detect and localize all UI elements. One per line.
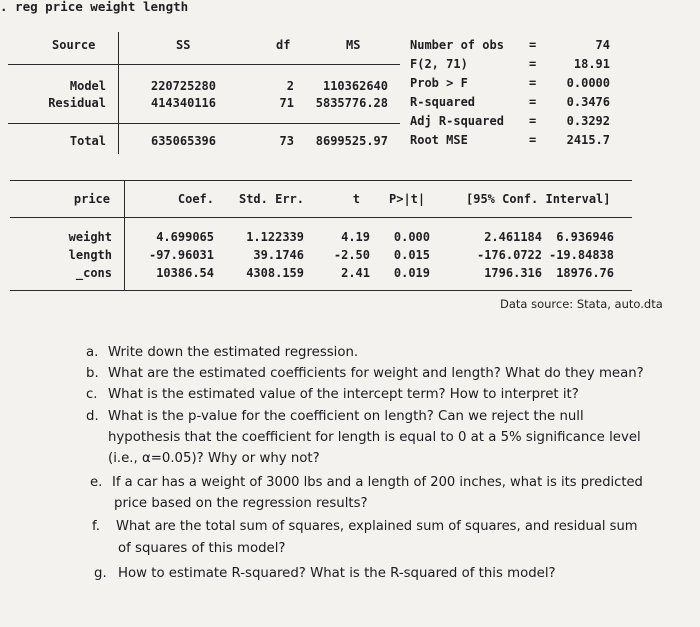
fit-stat-value: 2415.7	[566, 133, 610, 147]
coef-row-p: 0.015	[393, 248, 430, 262]
anova-row-df: 71	[279, 96, 294, 110]
question-text: What are the total sum of squares, explained sum of squares, and residual sum	[116, 519, 638, 534]
coef-row-se: 1.122339	[246, 230, 304, 244]
data-source-note: Data source: Stata, auto.dta	[500, 297, 663, 311]
coef-row-var: length	[68, 248, 112, 262]
coef-row-var: _cons	[75, 266, 112, 280]
coef-row-p: 0.019	[393, 266, 430, 280]
anova-row-df: 2	[286, 79, 294, 93]
question-letter: g.	[94, 566, 107, 581]
question-text: What are the estimated coefficients for weight and length? What do they mean?	[108, 366, 644, 381]
fit-stat-label: F(2, 71)	[410, 57, 468, 71]
fit-stat-label: Number of obs	[410, 38, 504, 52]
coef-row-t: -2.50	[333, 248, 370, 262]
question-text: How to estimate R-squared? What is the R-squared of this model?	[118, 566, 556, 581]
question-letter: d.	[86, 409, 99, 424]
fit-stat-label: Prob > F	[410, 76, 468, 90]
anova-total-ms: 8699525.97	[315, 134, 388, 148]
coef-header-se: Std. Err.	[238, 192, 304, 206]
coef-row-coef: 4.699065	[156, 230, 214, 244]
anova-total-df: 73	[279, 134, 294, 148]
question-text: What is the p-value for the coefficient on length? Can we reject the null	[108, 409, 584, 424]
anova-row-ms: 110362640	[322, 79, 388, 93]
coef-row-p: 0.000	[393, 230, 430, 244]
anova-total-rule	[8, 123, 400, 124]
fit-stat-value: 0.3292	[566, 114, 610, 128]
question-letter: b.	[86, 366, 99, 381]
fit-stat-value: 0.0000	[566, 76, 610, 90]
question-text: What is the estimated value of the intercept term? How to interpret it?	[108, 387, 579, 402]
coef-row-ci-low: -176.0722	[476, 248, 542, 262]
anova-row-source: Residual	[48, 96, 106, 110]
anova-total-source: Total	[69, 134, 106, 148]
fit-stat-eq: =	[529, 114, 537, 128]
coef-bottom-rule	[10, 290, 632, 291]
coef-row-ci-high: -19.84838	[548, 248, 614, 262]
fit-stat-eq: =	[529, 133, 537, 147]
anova-total-ss: 635065396	[150, 134, 216, 148]
coef-row-coef: -97.96031	[148, 248, 214, 262]
question-text: price based on the regression results?	[114, 496, 368, 511]
coef-header-rule	[10, 217, 632, 218]
coef-top-rule	[10, 180, 632, 181]
question-letter: a.	[86, 345, 99, 360]
coef-row-se: 39.1746	[253, 248, 304, 262]
coef-header-p: P>|t|	[389, 192, 426, 206]
question-text: Write down the estimated regression.	[108, 345, 359, 360]
question-letter: f.	[92, 519, 100, 534]
fit-stat-label: Root MSE	[410, 133, 468, 147]
fit-stat-label: R-squared	[410, 95, 476, 109]
anova-header-ms: MS	[346, 38, 361, 52]
question-text: of squares of this model?	[118, 541, 286, 556]
coef-row-coef: 10386.54	[156, 266, 214, 280]
fit-stat-eq: =	[529, 95, 537, 109]
anova-row-ss: 220725280	[150, 79, 216, 93]
coef-row-t: 2.41	[341, 266, 370, 280]
fit-stat-eq: =	[529, 38, 537, 52]
anova-header-source: Source	[52, 38, 96, 52]
fit-stat-eq: =	[529, 57, 537, 71]
fit-stat-label: Adj R-squared	[410, 114, 504, 128]
fit-stat-value: 0.3476	[566, 95, 610, 109]
anova-vertical-divider	[118, 32, 119, 154]
coef-row-ci-high: 18976.76	[556, 266, 614, 280]
anova-row-source: Model	[69, 79, 106, 93]
coef-header-coef: Coef.	[177, 192, 214, 206]
coef-row-ci-high: 6.936946	[556, 230, 614, 244]
fit-stat-value: 74	[595, 38, 610, 52]
anova-row-ss: 414340116	[150, 96, 216, 110]
command-line: . reg price weight length	[0, 0, 189, 14]
coef-row-var: weight	[68, 230, 112, 244]
coef-header-dep: price	[73, 192, 110, 206]
coef-row-t: 4.19	[341, 230, 370, 244]
fit-stat-value: 18.91	[573, 57, 610, 71]
coef-row-ci-low: 1796.316	[484, 266, 542, 280]
question-text: hypothesis that the coefficient for length is equal to 0 at a 5% significance level	[108, 430, 641, 445]
question-letter: e.	[90, 475, 103, 490]
coef-header-t: t	[352, 192, 360, 206]
coef-row-se: 4308.159	[246, 266, 304, 280]
anova-row-ms: 5835776.28	[315, 96, 388, 110]
anova-header-rule	[8, 64, 400, 65]
question-letter: c.	[86, 387, 98, 402]
coef-vertical-divider	[124, 180, 125, 291]
question-text: If a car has a weight of 3000 lbs and a length of 200 inches, what is its predicted	[112, 475, 643, 490]
fit-stat-eq: =	[529, 76, 537, 90]
coef-header-ci: [95% Conf. Interval]	[466, 192, 611, 206]
anova-header-df: df	[276, 38, 291, 52]
anova-header-ss: SS	[176, 38, 191, 52]
coef-row-ci-low: 2.461184	[484, 230, 542, 244]
question-text: (i.e., α=0.05)? Why or why not?	[108, 451, 320, 466]
